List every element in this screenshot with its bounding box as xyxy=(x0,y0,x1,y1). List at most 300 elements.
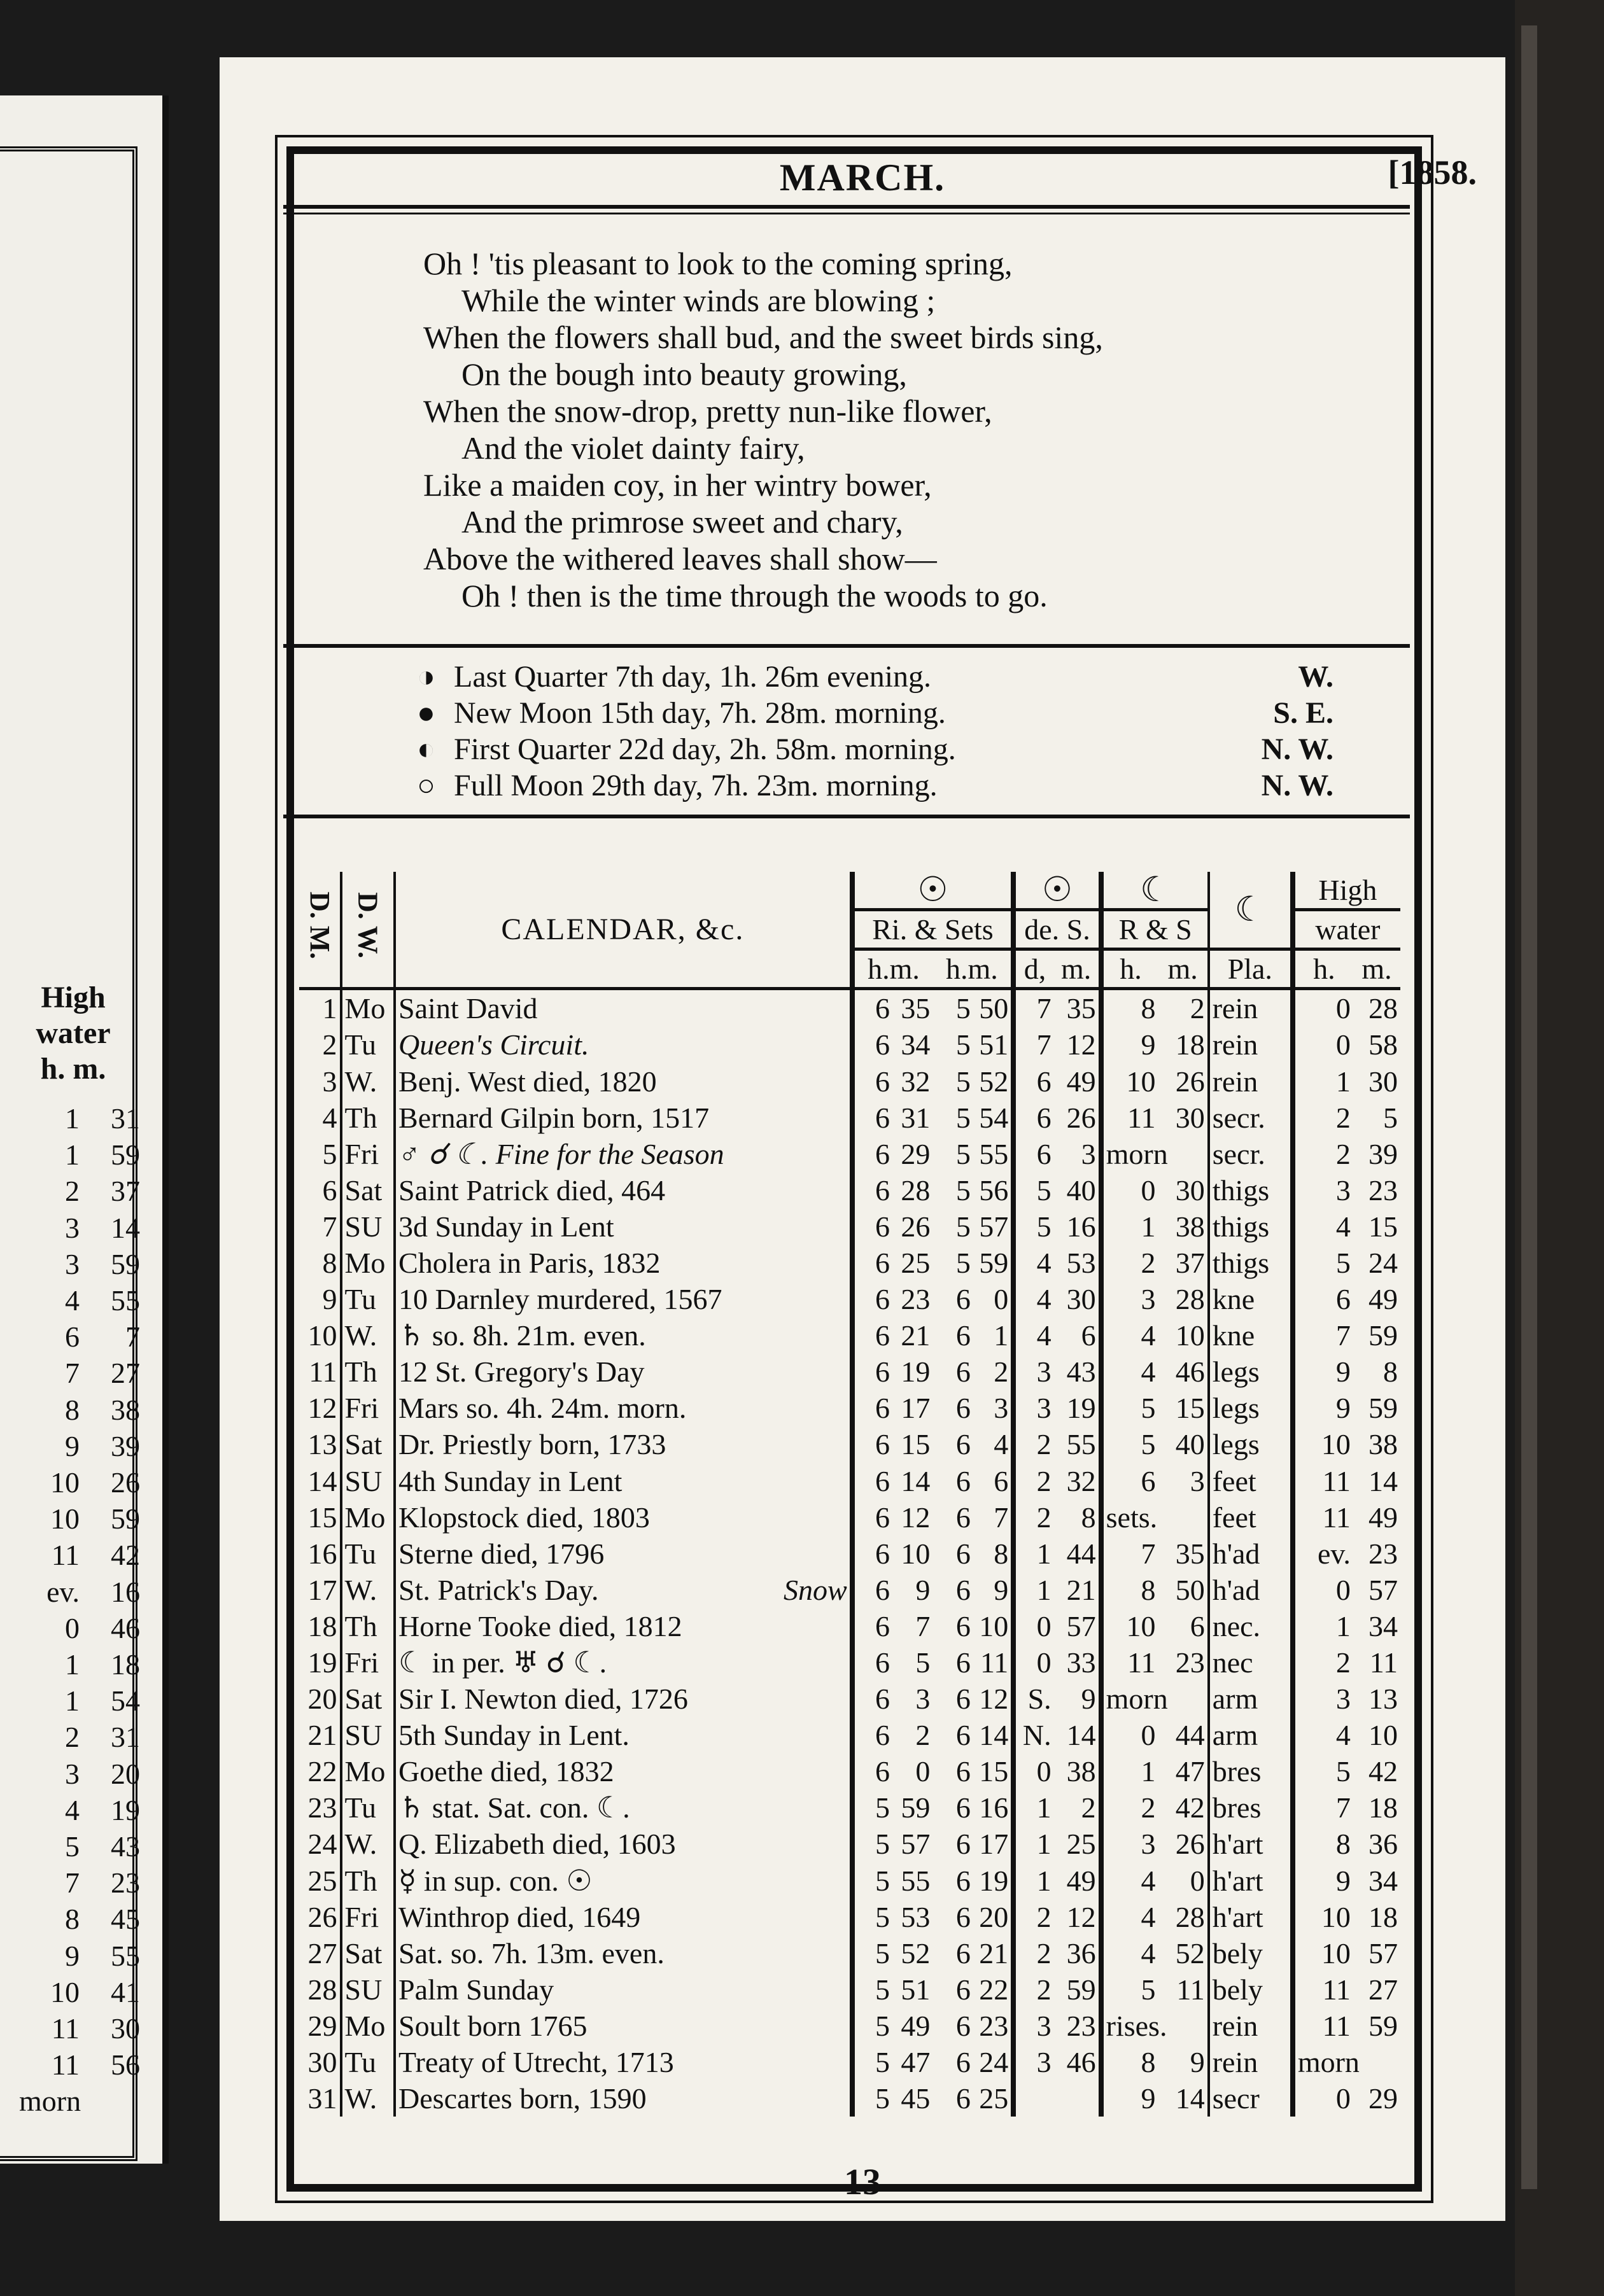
day-of-month: 8 xyxy=(322,1246,337,1279)
day-of-week: Th xyxy=(341,1100,395,1136)
water-minute: 59 xyxy=(1368,1319,1398,1352)
left-page-row: 3 59 xyxy=(65,1247,140,1280)
moon-hour: 5 xyxy=(1101,1390,1158,1426)
calendar-entry: 5th Sunday in Lent. xyxy=(395,1717,852,1753)
moon-hour: 0 xyxy=(1101,1717,1158,1753)
sunrise-minute: 23 xyxy=(901,1283,931,1316)
sunset-hour: 6 xyxy=(955,2082,971,2115)
sunset-minute: 50 xyxy=(979,992,1009,1025)
left-page-row: ev. 16 xyxy=(46,1575,140,1608)
sunrise-minute: 55 xyxy=(901,1864,931,1897)
sunrise-hour: 6 xyxy=(852,1499,892,1536)
day-of-month: 30 xyxy=(307,2046,337,2079)
wind-direction: W. xyxy=(1298,660,1333,694)
water-hour: 4 xyxy=(1293,1208,1353,1245)
sunset-hour: 6 xyxy=(955,1319,971,1352)
water-hour: 4 xyxy=(1293,1717,1353,1753)
moon-minute: 28 xyxy=(1175,1900,1205,1933)
sunrise-minute: 47 xyxy=(901,2046,931,2079)
moon-place: rein xyxy=(1209,989,1293,1027)
unit-dec-minutes: m. xyxy=(1054,949,1101,989)
day-of-month: 22 xyxy=(307,1755,337,1788)
declination-degrees: 2 xyxy=(1013,1426,1053,1462)
moon-hour: 2 xyxy=(1101,1245,1158,1281)
declination-minutes: 43 xyxy=(1066,1355,1096,1389)
left-page-row: 6 7 xyxy=(65,1320,140,1354)
moon-hour: 4 xyxy=(1101,1863,1158,1899)
water-hour: 3 xyxy=(1293,1681,1353,1717)
water-hour: 7 xyxy=(1293,1789,1353,1826)
declination-minutes: 35 xyxy=(1066,992,1096,1025)
poem-line: Oh ! then is the time through the woods to go. xyxy=(461,578,1048,613)
sunset-hour: 6 xyxy=(955,1936,971,1970)
day-of-week: SU xyxy=(341,1971,395,2008)
poem-line: And the primrose sweet and chary, xyxy=(461,504,903,540)
water-minute: 23 xyxy=(1368,1537,1398,1570)
sunrise-minute: 3 xyxy=(915,1683,931,1716)
calendar-entry: Mars so. 4h. 24m. morn. xyxy=(395,1390,852,1426)
moon-hour: 3 xyxy=(1101,1281,1158,1317)
table-row xyxy=(299,2080,1400,2117)
water-minute: 57 xyxy=(1368,1573,1398,1606)
moon-phase-text: Full Moon 29th day, 7h. 23m. morning. xyxy=(454,769,938,802)
left-page-row: 4 19 xyxy=(65,1793,140,1826)
moon-hour: 11 xyxy=(1101,1644,1158,1681)
sunrise-hour: 6 xyxy=(852,1572,892,1608)
sunrise-minute: 31 xyxy=(901,1101,931,1134)
moon-place: legs xyxy=(1209,1354,1293,1390)
sunrise-minute: 45 xyxy=(901,2082,931,2115)
left-page-row: 3 20 xyxy=(65,1757,140,1790)
moon-minute: 6 xyxy=(1190,1609,1205,1642)
declination-degrees: 4 xyxy=(1013,1245,1053,1281)
sunset-hour: 5 xyxy=(955,1173,971,1207)
day-of-week: SU xyxy=(341,1717,395,1753)
declination-degrees: 6 xyxy=(1013,1100,1053,1136)
moon-place-icon: ☾ xyxy=(1209,872,1293,949)
sunrise-hour: 5 xyxy=(852,1935,892,1971)
water-minute: 38 xyxy=(1368,1428,1398,1461)
water-hour: 6 xyxy=(1293,1281,1353,1317)
day-of-week: Th xyxy=(341,1608,395,1644)
moon-place: arm xyxy=(1209,1717,1293,1753)
wind-direction: S. E. xyxy=(1273,696,1333,730)
day-of-week: Tu xyxy=(341,1026,395,1063)
poem-line: When the snow-drop, pretty nun-like flower, xyxy=(423,393,992,429)
poem-line: While the winter winds are blowing ; xyxy=(461,283,936,318)
sunset-hour: 6 xyxy=(955,2046,971,2079)
sunset-minute: 56 xyxy=(979,1173,1009,1207)
water-hour: 7 xyxy=(1293,1317,1353,1354)
table-row xyxy=(299,1172,1400,1208)
moon-minute: 42 xyxy=(1175,1791,1205,1824)
declination-degrees: 1 xyxy=(1013,1536,1053,1572)
water-minute: 29 xyxy=(1368,2082,1398,2115)
day-of-month: 14 xyxy=(307,1464,337,1497)
moon-minute: 14 xyxy=(1175,2082,1205,2115)
sunset-minute: 20 xyxy=(979,1900,1009,1933)
title-rule xyxy=(283,205,1410,214)
day-of-week: Sat xyxy=(341,1935,395,1971)
left-page-row: 9 55 xyxy=(65,1939,140,1972)
declination-degrees: 3 xyxy=(1013,2044,1053,2080)
calendar-table xyxy=(299,872,1400,2117)
sunrise-minute: 21 xyxy=(901,1319,931,1352)
water-minute: 39 xyxy=(1368,1137,1398,1170)
calendar-entry: Descartes born, 1590 xyxy=(395,2080,852,2117)
table-row xyxy=(299,1026,1400,1063)
moon-hour: sets. xyxy=(1101,1499,1158,1536)
sunset-minute: 6 xyxy=(994,1464,1009,1497)
moon-hour: 5 xyxy=(1101,1426,1158,1462)
sunset-hour: 5 xyxy=(955,1065,971,1098)
water-minute: 59 xyxy=(1368,1392,1398,1425)
sunset-hour: 5 xyxy=(955,1210,971,1243)
moon-minute: 52 xyxy=(1175,1936,1205,1970)
sunrise-hour: 6 xyxy=(852,1245,892,1281)
declination-minutes: 53 xyxy=(1066,1246,1096,1279)
water-minute: 34 xyxy=(1368,1609,1398,1642)
table-row xyxy=(299,1390,1400,1426)
wind-direction: N. W. xyxy=(1261,732,1333,766)
sunset-hour: 6 xyxy=(955,1864,971,1897)
header-water: water xyxy=(1293,910,1400,949)
declination-degrees: N. xyxy=(1013,1717,1053,1753)
day-of-week: Fri xyxy=(341,1390,395,1426)
water-minute: 11 xyxy=(1369,1646,1398,1679)
water-minute: 27 xyxy=(1368,1973,1398,2006)
table-row xyxy=(299,1899,1400,1935)
moon-place: kne xyxy=(1209,1281,1293,1317)
sunrise-hour: 6 xyxy=(852,1063,892,1099)
declination-minutes: 2 xyxy=(1081,1791,1096,1824)
moon-minute: 30 xyxy=(1175,1101,1205,1134)
calendar-entry: Sterne died, 1796 xyxy=(395,1536,852,1572)
moon-hour: 4 xyxy=(1101,1317,1158,1354)
moon-place: rein xyxy=(1209,1063,1293,1099)
sunrise-hour: 5 xyxy=(852,2008,892,2044)
sunset-minute: 15 xyxy=(979,1755,1009,1788)
moon-place: secr. xyxy=(1209,1136,1293,1172)
sunrise-hour: 6 xyxy=(852,1644,892,1681)
day-of-month: 17 xyxy=(307,1573,337,1606)
moon-minute: 23 xyxy=(1175,1646,1205,1679)
left-page-row: 1 54 xyxy=(65,1684,140,1718)
calendar-entry: Saint David xyxy=(395,989,852,1027)
moon-minute: 44 xyxy=(1175,1719,1205,1752)
declination-degrees: 0 xyxy=(1013,1608,1053,1644)
moon-phase-text: First Quarter 22d day, 2h. 58m. morning. xyxy=(454,732,956,766)
moon-place: bely xyxy=(1209,1971,1293,2008)
sunset-minute: 2 xyxy=(994,1355,1009,1389)
sunrise-minute: 26 xyxy=(901,1210,931,1243)
calendar-entry: ☾ in per. ♅ ☌ ☾. xyxy=(395,1644,852,1681)
moon-minute xyxy=(1158,1499,1208,1536)
sunrise-hour: 6 xyxy=(852,1717,892,1753)
sunrise-hour: 6 xyxy=(852,1426,892,1462)
moon-hour: 10 xyxy=(1101,1063,1158,1099)
declination-minutes: 44 xyxy=(1066,1537,1096,1570)
sunset-hour: 6 xyxy=(955,1719,971,1752)
sunset-minute: 12 xyxy=(979,1683,1009,1716)
header-calendar: CALENDAR, &c. xyxy=(395,872,852,989)
declination-minutes: 55 xyxy=(1066,1428,1096,1461)
water-hour: 2 xyxy=(1293,1100,1353,1136)
declination-minutes: 26 xyxy=(1066,1101,1096,1134)
moon-minute: 2 xyxy=(1190,992,1205,1025)
table-row xyxy=(299,1063,1400,1099)
water-minute: 28 xyxy=(1368,992,1398,1025)
declination-minutes: 57 xyxy=(1066,1609,1096,1642)
sunrise-hour: 5 xyxy=(852,2080,892,2117)
table-row xyxy=(299,1100,1400,1136)
water-minute: 59 xyxy=(1368,2009,1398,2042)
moon-place: thigs xyxy=(1209,1172,1293,1208)
left-page-row: morn xyxy=(19,2085,81,2118)
moon-phases xyxy=(417,659,1384,804)
table-row xyxy=(299,1935,1400,1971)
left-page-row: 10 41 xyxy=(50,1975,140,2008)
water-hour: 8 xyxy=(1293,1826,1353,1862)
calendar-entry: Sat. so. 7h. 13m. even. xyxy=(395,1935,852,1971)
sunrise-minute: 0 xyxy=(915,1755,931,1788)
phases-rule xyxy=(283,815,1410,818)
sunset-hour: 6 xyxy=(955,2009,971,2042)
table-row xyxy=(299,1681,1400,1717)
day-of-month: 25 xyxy=(307,1864,337,1897)
moon-phase-text: New Moon 15th day, 7h. 28m. morning. xyxy=(454,696,946,730)
poem-line: Above the withered leaves shall show— xyxy=(423,541,937,577)
declination-minutes: 49 xyxy=(1066,1065,1096,1098)
moon-phase-icon: ◐ xyxy=(417,732,435,766)
moon-place: legs xyxy=(1209,1426,1293,1462)
declination-minutes: 3 xyxy=(1081,1137,1096,1170)
sunset-minute: 16 xyxy=(979,1791,1009,1824)
sunrise-minute: 29 xyxy=(901,1137,931,1170)
left-page-row: 8 45 xyxy=(65,1903,140,1936)
table-row xyxy=(299,2008,1400,2044)
sunrise-minute: 19 xyxy=(901,1355,931,1389)
sunrise-minute: 17 xyxy=(901,1392,931,1425)
water-hour: 1 xyxy=(1293,1608,1353,1644)
day-of-week: W. xyxy=(341,1572,395,1608)
sunset-minute: 10 xyxy=(979,1609,1009,1642)
sunset-hour: 6 xyxy=(955,1573,971,1606)
declination-minutes: 46 xyxy=(1066,2046,1096,2079)
day-of-month: 11 xyxy=(309,1355,337,1389)
sunset-hour: 6 xyxy=(955,1355,971,1389)
day-of-week: Mo xyxy=(341,989,395,1027)
day-of-month: 10 xyxy=(307,1319,337,1352)
poem-line: And the violet dainty fairy, xyxy=(461,430,805,466)
day-of-month: 29 xyxy=(307,2009,337,2042)
sunrise-minute: 49 xyxy=(901,2009,931,2042)
water-hour: 10 xyxy=(1293,1426,1353,1462)
sun-icon: ☉ xyxy=(852,872,1014,910)
sunrise-hour: 6 xyxy=(852,1100,892,1136)
table-row xyxy=(299,1572,1400,1608)
unit-moon-hours: h. xyxy=(1101,949,1158,989)
water-hour: 5 xyxy=(1293,1753,1353,1789)
moon-minute: 50 xyxy=(1175,1573,1205,1606)
day-of-month: 20 xyxy=(307,1683,337,1716)
moon-place: h'art xyxy=(1209,1826,1293,1862)
poem-rule xyxy=(283,644,1410,648)
poem-line: Like a maiden coy, in her wintry bower, xyxy=(423,467,932,503)
day-of-week: W. xyxy=(341,2080,395,2117)
declination-minutes: 12 xyxy=(1066,1900,1096,1933)
declination-minutes: 14 xyxy=(1066,1719,1096,1752)
sunrise-hour: 5 xyxy=(852,1971,892,2008)
sunset-minute: 59 xyxy=(979,1246,1009,1279)
moon-place: bres xyxy=(1209,1753,1293,1789)
calendar-entry: 10 Darnley murdered, 1567 xyxy=(395,1281,852,1317)
moon-hour: 4 xyxy=(1101,1935,1158,1971)
sunset-minute: 51 xyxy=(979,1028,1009,1061)
sunset-hour: 6 xyxy=(955,1973,971,2006)
sunrise-minute: 34 xyxy=(901,1028,931,1061)
water-hour: 1 xyxy=(1293,1063,1353,1099)
day-of-month: 23 xyxy=(307,1791,337,1824)
calendar-entry: ☿ in sup. con. ☉ xyxy=(395,1863,852,1899)
sunset-hour: 5 xyxy=(955,1137,971,1170)
moon-place: nec xyxy=(1209,1644,1293,1681)
moon-minute: 3 xyxy=(1190,1464,1205,1497)
sunrise-minute: 10 xyxy=(901,1537,931,1570)
calendar-entry: 12 St. Gregory's Day xyxy=(395,1354,852,1390)
sunset-minute: 54 xyxy=(979,1101,1009,1134)
table-row xyxy=(299,1281,1400,1317)
day-of-month: 15 xyxy=(307,1501,337,1534)
declination-degrees: 3 xyxy=(1013,1354,1053,1390)
sunset-hour: 6 xyxy=(955,1609,971,1642)
sunrise-hour: 5 xyxy=(852,1899,892,1935)
table-row xyxy=(299,1317,1400,1354)
calendar-entry: Sir I. Newton died, 1726 xyxy=(395,1681,852,1717)
day-of-week: Sat xyxy=(341,1681,395,1717)
calendar-entry: Benj. West died, 1820 xyxy=(395,1063,852,1099)
unit-sunset: h.m. xyxy=(932,949,1013,989)
left-page-row: 10 59 xyxy=(50,1502,140,1536)
calendar-entry: Cholera in Paris, 1832 xyxy=(395,1245,852,1281)
day-of-month: 16 xyxy=(307,1537,337,1570)
moon-place: thigs xyxy=(1209,1208,1293,1245)
table-row xyxy=(299,1608,1400,1644)
sunset-minute: 8 xyxy=(994,1537,1009,1570)
day-of-month: 7 xyxy=(322,1210,337,1243)
sunset-minute: 24 xyxy=(979,2046,1009,2079)
sunset-minute: 23 xyxy=(979,2009,1009,2042)
sunrise-hour: 6 xyxy=(852,1536,892,1572)
water-minute: 10 xyxy=(1368,1719,1398,1752)
sunrise-hour: 5 xyxy=(852,1863,892,1899)
moon-place: bres xyxy=(1209,1789,1293,1826)
sunrise-hour: 6 xyxy=(852,1317,892,1354)
left-page-row: 7 27 xyxy=(65,1357,140,1390)
declination-degrees: 1 xyxy=(1013,1572,1053,1608)
calendar-entry: St. Patrick's Day. Snow xyxy=(395,1572,852,1608)
calendar-entry: ♄ so. 8h. 21m. even. xyxy=(395,1317,852,1354)
table-row xyxy=(299,1136,1400,1172)
sunset-hour: 6 xyxy=(955,1828,971,1861)
declination-degrees: 2 xyxy=(1013,1499,1053,1536)
sunset-hour: 6 xyxy=(955,1501,971,1534)
sunset-minute: 14 xyxy=(979,1719,1009,1752)
water-hour: ev. xyxy=(1293,1536,1353,1572)
declination-minutes: 49 xyxy=(1066,1864,1096,1897)
page-number: 13 xyxy=(844,2161,881,2202)
moon-place: legs xyxy=(1209,1390,1293,1426)
day-of-month: 18 xyxy=(307,1609,337,1642)
declination-degrees xyxy=(1013,2080,1053,2117)
declination-degrees: 1 xyxy=(1013,1826,1053,1862)
day-of-month: 9 xyxy=(322,1283,337,1316)
day-of-week: SU xyxy=(341,1208,395,1245)
declination-degrees: 2 xyxy=(1013,1935,1053,1971)
sunrise-hour: 5 xyxy=(852,1789,892,1826)
left-page-row: 4 55 xyxy=(65,1284,140,1317)
water-minute: 5 xyxy=(1383,1101,1398,1134)
moon-place: rein xyxy=(1209,1026,1293,1063)
day-of-month: 26 xyxy=(307,1900,337,1933)
sunset-minute: 3 xyxy=(994,1392,1009,1425)
unit-moon-minutes: m. xyxy=(1158,949,1208,989)
sunset-hour: 6 xyxy=(955,1646,971,1679)
moon-minute: 47 xyxy=(1175,1755,1205,1788)
declination-degrees: 6 xyxy=(1013,1063,1053,1099)
left-page-row: 10 26 xyxy=(50,1466,140,1499)
table-row xyxy=(299,1644,1400,1681)
day-of-month: 31 xyxy=(307,2082,337,2115)
moon-minute: 9 xyxy=(1190,2046,1205,2079)
water-minute: 24 xyxy=(1368,1246,1398,1279)
sunset-minute: 7 xyxy=(994,1501,1009,1534)
sunset-hour: 6 xyxy=(955,1392,971,1425)
water-hour: 0 xyxy=(1293,989,1353,1027)
moon-minute: 30 xyxy=(1175,1173,1205,1207)
day-of-month: 12 xyxy=(307,1392,337,1425)
water-minute: 34 xyxy=(1368,1864,1398,1897)
day-of-week: Fri xyxy=(341,1644,395,1681)
declination-degrees: 5 xyxy=(1013,1172,1053,1208)
day-of-month: 3 xyxy=(322,1065,337,1098)
sunrise-hour: 6 xyxy=(852,1681,892,1717)
sunrise-hour: 6 xyxy=(852,1753,892,1789)
day-of-week: Tu xyxy=(341,1281,395,1317)
water-minute: 18 xyxy=(1368,1791,1398,1824)
moon-phase-row xyxy=(417,767,1384,804)
unit-water-hours: h. xyxy=(1293,949,1353,989)
water-hour: 11 xyxy=(1293,1499,1353,1536)
moon-phase-row xyxy=(417,659,1384,695)
water-hour: 10 xyxy=(1293,1935,1353,1971)
moon-place: arm xyxy=(1209,1681,1293,1717)
table-row xyxy=(299,1463,1400,1499)
water-minute: 30 xyxy=(1368,1065,1398,1098)
left-page-row: 8 38 xyxy=(65,1393,140,1426)
calendar-entry: ♂ ☌ ☾. Fine for the Season xyxy=(395,1136,852,1172)
sunrise-hour: 6 xyxy=(852,1281,892,1317)
day-of-month: 4 xyxy=(322,1101,337,1134)
sunset-hour: 6 xyxy=(955,1900,971,1933)
water-hour: 9 xyxy=(1293,1863,1353,1899)
declination-minutes: 23 xyxy=(1066,2009,1096,2042)
table-row xyxy=(299,1426,1400,1462)
day-of-week: Mo xyxy=(341,2008,395,2044)
sunrise-hour: 6 xyxy=(852,1463,892,1499)
moon-minute: 28 xyxy=(1175,1283,1205,1316)
sunset-minute: 57 xyxy=(979,1210,1009,1243)
